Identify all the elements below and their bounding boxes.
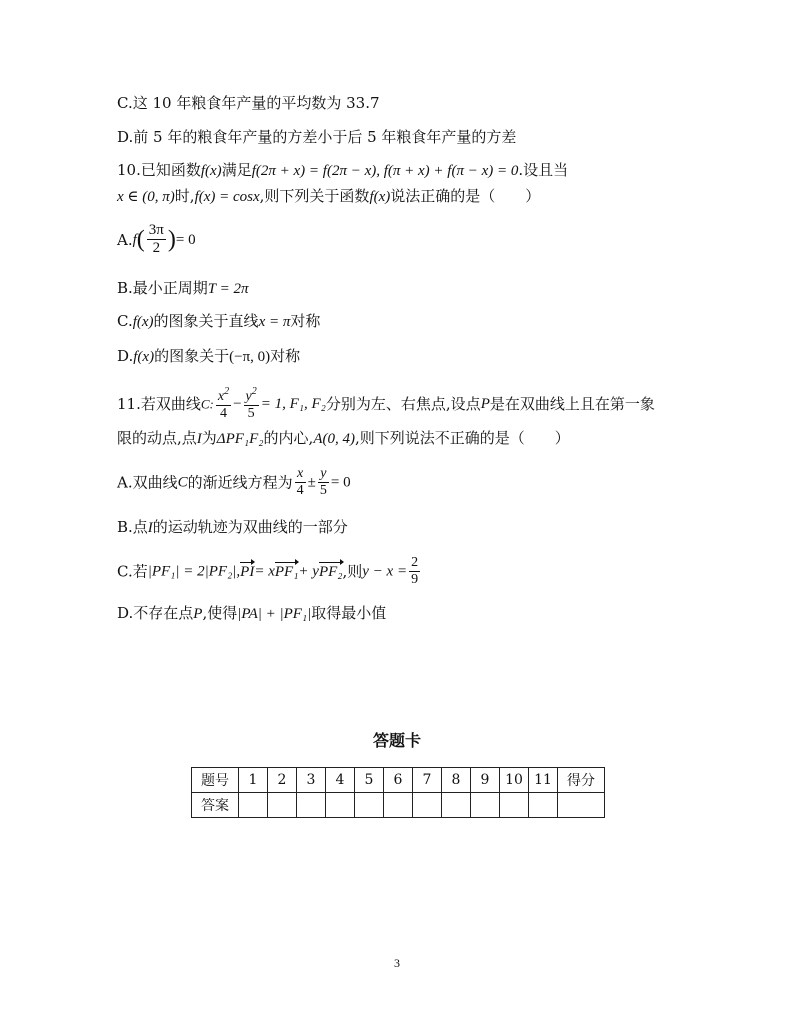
answer-label: 答案 xyxy=(192,793,239,818)
question-number-cell: 6 xyxy=(384,768,413,793)
q11-i: I xyxy=(196,431,202,447)
q11-line2-end: ,则下列说法不正确的是（ ） xyxy=(354,429,570,447)
answer-cell[interactable] xyxy=(471,793,500,818)
answer-cell[interactable] xyxy=(529,793,558,818)
q11-p: P xyxy=(480,396,490,413)
answer-cell[interactable] xyxy=(239,793,268,818)
q10-tail2: 说法正确的是（ ） xyxy=(390,187,541,205)
q10-option-a-f: f xyxy=(132,231,137,248)
q10-tail: ,则下列关于函数 xyxy=(259,187,370,205)
q11-option-d-text: D.不存在点 xyxy=(117,604,194,622)
answer-cell[interactable] xyxy=(268,793,297,818)
question-number-cell: 4 xyxy=(326,768,355,793)
q11-option-d-math: |PA| + |PF₁| xyxy=(237,606,312,622)
page-number: 3 xyxy=(394,956,400,970)
q11-rhs: = 1, F₁, F₂ xyxy=(260,396,326,413)
q11-stem-line2 xyxy=(117,429,570,448)
q11-triangle: ΔPF₁F₂ xyxy=(216,431,264,447)
q11-option-b xyxy=(117,518,348,537)
minus-sign: − xyxy=(233,396,242,413)
q11-option-a xyxy=(117,466,351,499)
q11-option-c-then: ,则 xyxy=(342,562,363,581)
q11-line2-mid2: 的内心, xyxy=(263,429,314,447)
score-label: 得分 xyxy=(558,768,605,793)
right-paren: ) xyxy=(167,226,176,253)
q11-option-c-fraction xyxy=(409,555,420,588)
q11-line2-mid: 为 xyxy=(201,429,217,447)
question-number-cell: 1 xyxy=(239,768,268,793)
answer-cell[interactable] xyxy=(355,793,384,818)
fraction-denominator: 5 xyxy=(319,483,327,499)
q11-option-c-vec-pi: PI xyxy=(240,563,255,580)
q11-option-c-vec-pf2: PF₂ xyxy=(318,563,343,580)
fraction-numerator: x xyxy=(295,466,306,483)
q10-option-c-prefix: C. xyxy=(117,312,133,330)
answer-cell[interactable] xyxy=(297,793,326,818)
q10-option-c-fx: f(x) xyxy=(132,314,154,330)
q10-option-a-prefix: A. xyxy=(117,230,133,249)
q9-option-d: D.前 5 年的粮食年产量的方差小于后 5 年粮食年产量的方差 xyxy=(117,128,517,146)
question-number-cell: 11 xyxy=(529,768,558,793)
score-cell[interactable] xyxy=(558,793,605,818)
q11-a-point: A(0, 4) xyxy=(313,431,355,447)
fraction-numerator: $y^2$ xyxy=(244,386,259,406)
question-number-cell: 9 xyxy=(471,768,500,793)
q10-eq1: f(2π + x) = f(2π − x), f(π + x) + f(π − x) = 0 xyxy=(251,163,519,179)
answer-cell[interactable] xyxy=(413,793,442,818)
q11-option-d-p: P xyxy=(193,606,203,622)
q11-option-c-plus: + y xyxy=(298,563,319,580)
q10-stem-line2 xyxy=(117,187,540,206)
q10-when: 时, xyxy=(174,187,195,205)
q10-satisfies: 满足 xyxy=(221,161,252,179)
q10-prefix: 10.已知函数 xyxy=(117,161,201,179)
q11-fraction-x xyxy=(216,386,231,422)
q11-option-a-text: A.双曲线 xyxy=(117,473,178,492)
fraction-numerator: 3π xyxy=(147,222,166,240)
q10-fx: f(x) xyxy=(200,163,222,179)
q10-option-c xyxy=(117,312,320,331)
fraction-denominator: 9 xyxy=(411,572,419,588)
q10-option-a-fraction xyxy=(147,222,166,258)
q11-option-c-prefix: C.若 xyxy=(117,562,148,581)
q10-def: f(x) = cosx xyxy=(194,189,260,205)
q11-option-a-frac-x xyxy=(295,466,306,499)
answer-cell[interactable] xyxy=(384,793,413,818)
q10-option-d-tail: 对称 xyxy=(270,347,301,365)
q10-option-b-math: T = 2π xyxy=(207,281,249,297)
q11-option-d-tail: 取得最小值 xyxy=(311,604,387,622)
q11-option-c-vec-pf1: PF₁ xyxy=(274,563,299,580)
q10-domain: x ∈ (0, π) xyxy=(117,189,175,205)
fraction-numerator: y xyxy=(318,466,329,483)
fraction-denominator: 4 xyxy=(296,483,304,499)
q11-stem-line1 xyxy=(117,386,655,422)
q11-option-a-c: C xyxy=(177,474,188,491)
question-number-cell: 2 xyxy=(268,768,297,793)
q11-c-label: C: xyxy=(200,396,214,412)
table-row xyxy=(192,768,605,793)
q10-option-c-tail: 对称 xyxy=(290,312,321,330)
answer-cell[interactable] xyxy=(326,793,355,818)
q10-option-d-prefix: D. xyxy=(117,347,134,365)
question-number-cell: 5 xyxy=(355,768,384,793)
q11-option-c-eq: = x xyxy=(254,563,275,580)
question-number-label: 题号 xyxy=(192,768,239,793)
q11-fraction-y xyxy=(244,386,259,422)
q11-option-b-i: I xyxy=(147,520,153,536)
q11-option-a-text2: 的渐近线方程为 xyxy=(187,473,293,492)
question-number-cell: 10 xyxy=(500,768,529,793)
q10-fx-2: f(x) xyxy=(369,189,391,205)
q10-option-d xyxy=(117,347,300,366)
fraction-numerator: $x^2$ xyxy=(216,386,231,406)
q10-option-d-fx: f(x) xyxy=(133,349,155,365)
q10-option-b xyxy=(117,279,249,298)
q9-option-c: C.这 10 年粮食年产量的平均数为 33.7 xyxy=(117,94,380,112)
q10-option-a-rhs: = 0 xyxy=(175,231,196,248)
q11-option-d-text2: ,使得 xyxy=(202,604,238,622)
q10-option-c-text: 的图象关于直线 xyxy=(153,312,259,330)
fraction-denominator: 2 xyxy=(152,240,161,257)
q10-option-c-math: x = π xyxy=(258,314,291,330)
fraction-denominator: 5 xyxy=(247,406,255,422)
q11-option-b-text2: 的运动轨迹为双曲线的一部分 xyxy=(152,518,348,536)
q11-stem-mid: 分别为左、右焦点,设点 xyxy=(325,395,481,414)
answer-cell[interactable] xyxy=(500,793,529,818)
answer-cell[interactable] xyxy=(442,793,471,818)
left-paren: ( xyxy=(136,226,145,253)
fraction-denominator: 4 xyxy=(219,406,227,422)
q11-option-a-frac-y xyxy=(318,466,329,499)
q10-option-d-math: (−π, 0) xyxy=(229,349,271,365)
q11-option-c-yx: y − x = xyxy=(362,563,408,580)
answer-card-title: 答题卡 xyxy=(372,731,421,750)
fraction-numerator: 2 xyxy=(409,555,420,572)
q11-option-d xyxy=(117,604,386,623)
q11-stem-end: 是在双曲线上且在第一象 xyxy=(489,395,655,414)
answer-card-table xyxy=(191,767,605,818)
q10-stem-line1 xyxy=(117,161,568,180)
table-row xyxy=(192,793,605,818)
question-number-cell: 8 xyxy=(442,768,471,793)
q10-option-a xyxy=(117,222,196,258)
q11-option-c-math1: |PF₁| = 2|PF₂|, xyxy=(147,563,241,580)
q11-option-c xyxy=(117,555,422,588)
q10-option-b-text: B.最小正周期 xyxy=(117,279,208,297)
q11-option-b-text: B.点 xyxy=(117,518,148,536)
q10-option-d-text: 的图象关于 xyxy=(154,347,230,365)
q11-line2-start: 限的动点,点 xyxy=(117,429,197,447)
q11-option-a-pm: ± xyxy=(307,474,316,491)
question-number-cell: 7 xyxy=(413,768,442,793)
q11-option-a-rhs: = 0 xyxy=(330,474,351,491)
question-number-cell: 3 xyxy=(297,768,326,793)
q11-prefix: 11.若双曲线 xyxy=(117,395,201,414)
q10-set-when: .设且当 xyxy=(518,161,569,179)
